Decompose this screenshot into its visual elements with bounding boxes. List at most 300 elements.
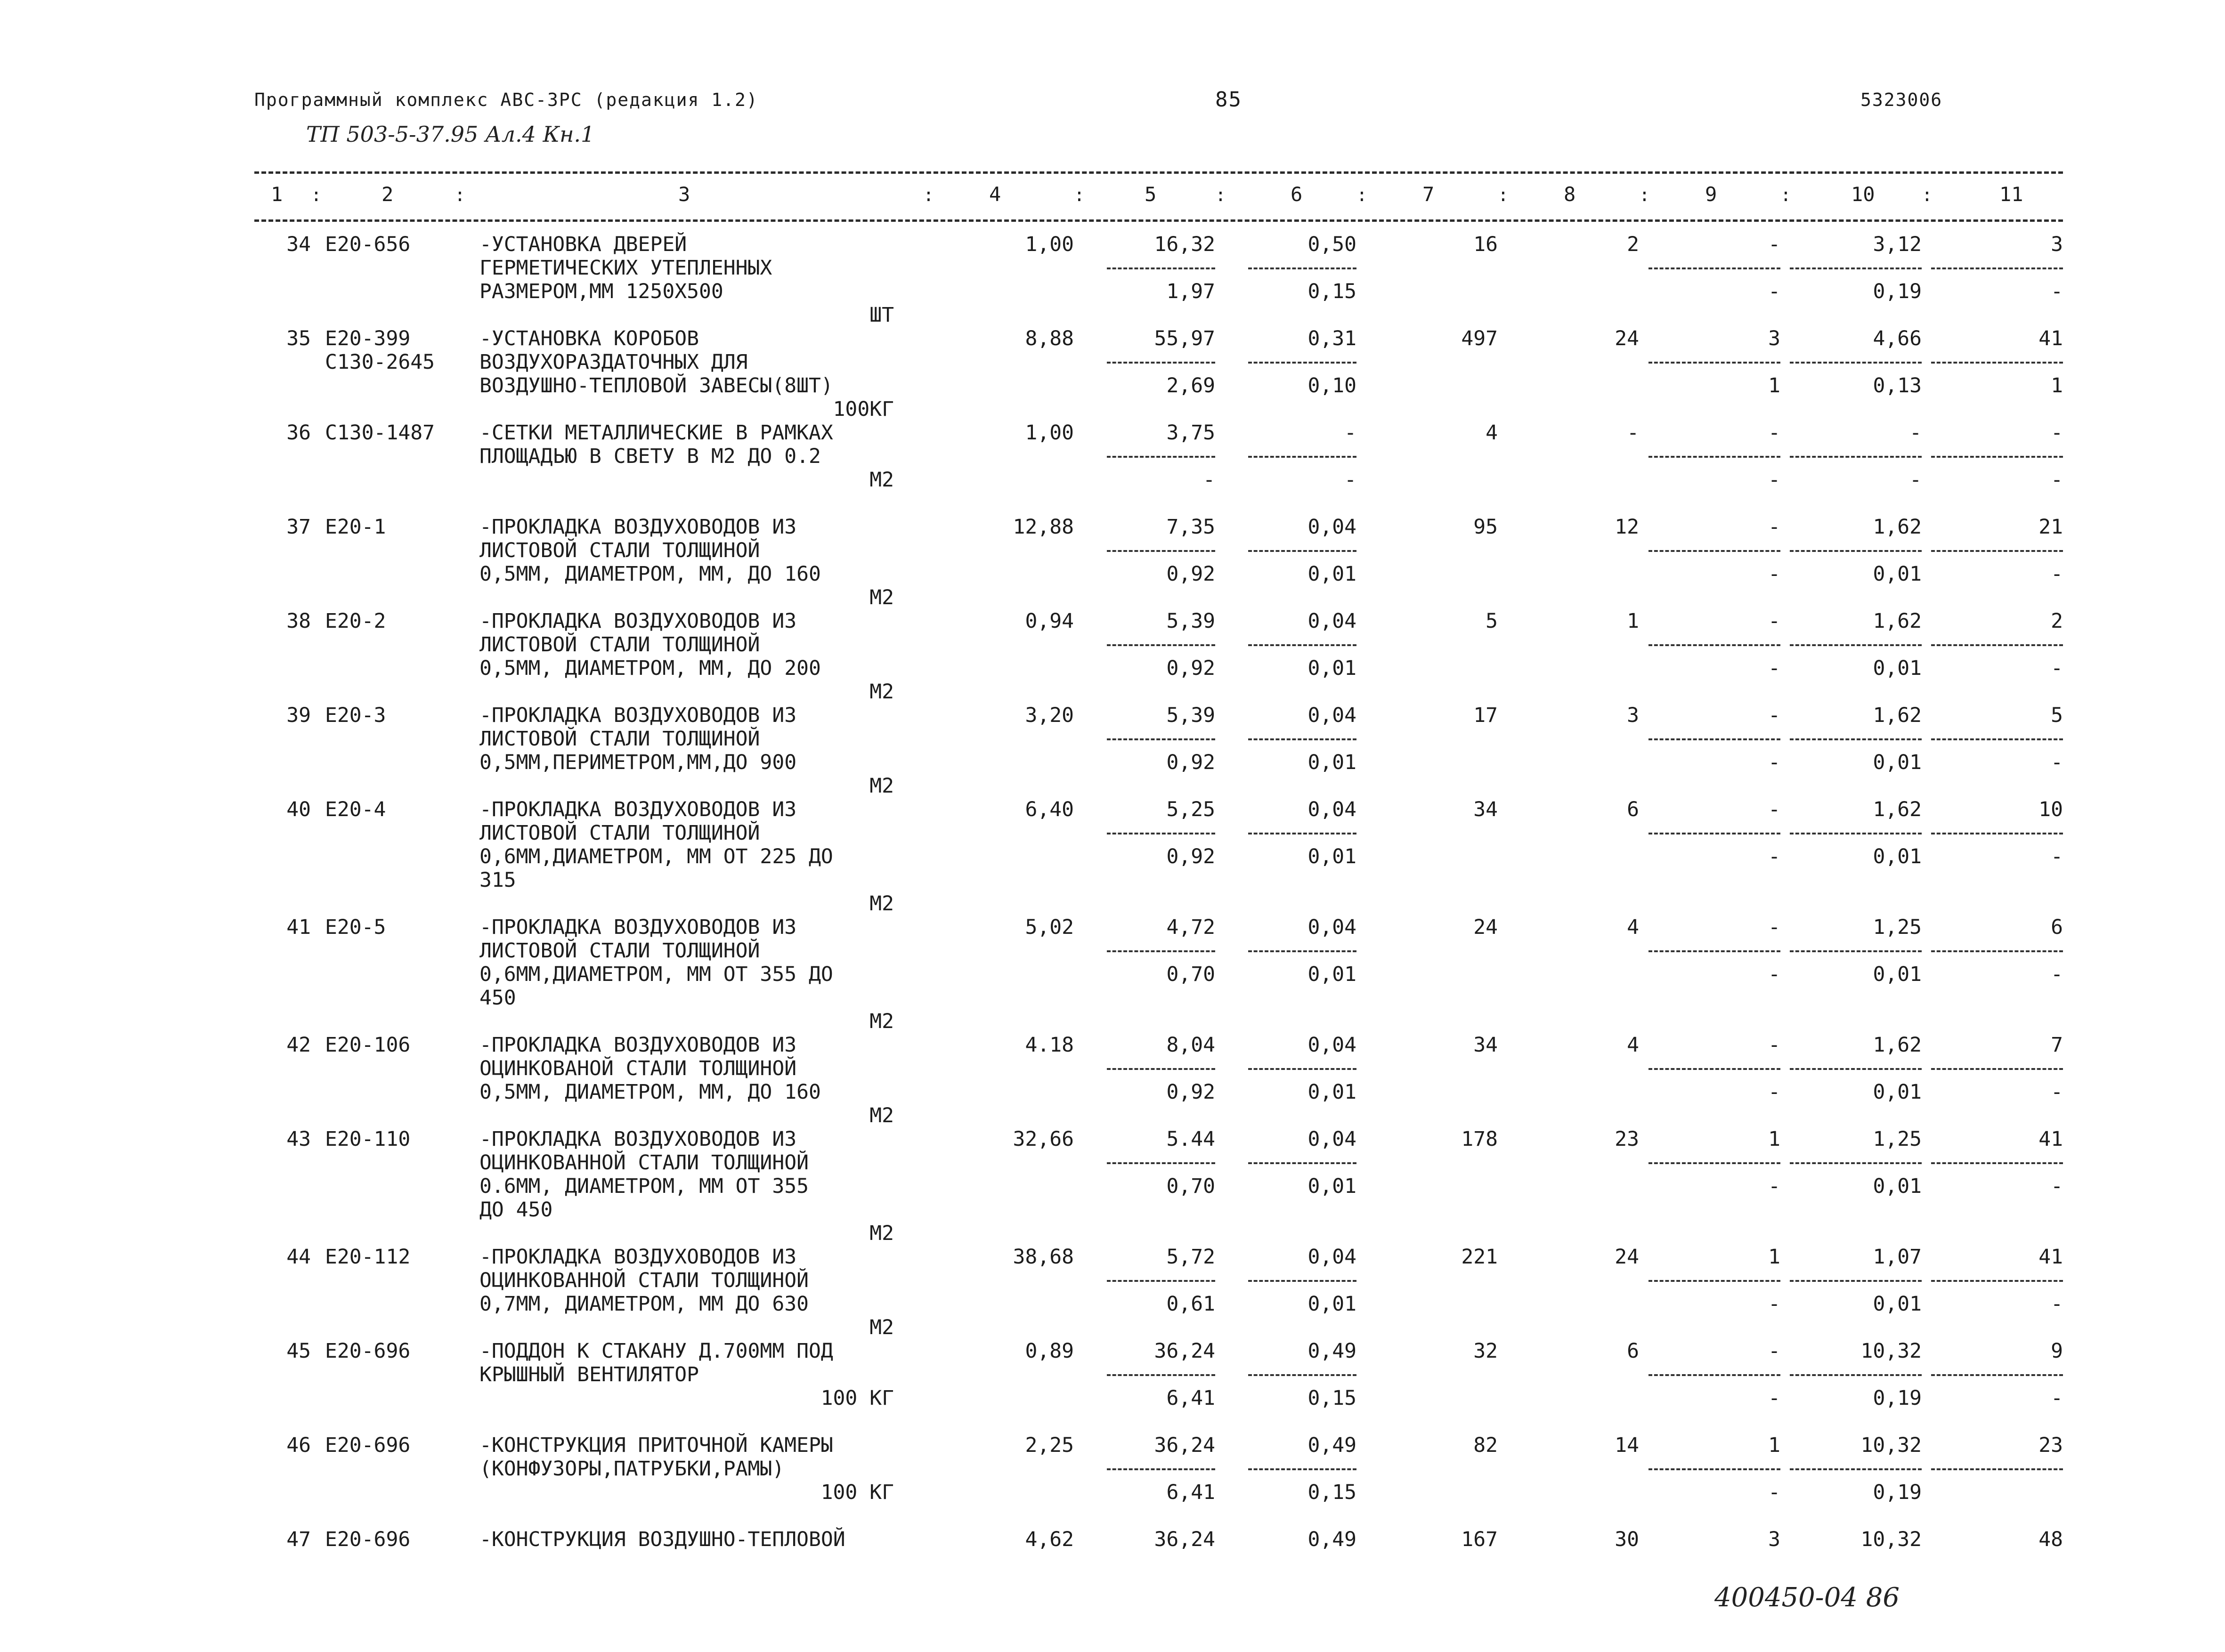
col8: 23 <box>1615 1127 1639 1151</box>
fraction-underline <box>1248 362 1356 364</box>
col8: 14 <box>1615 1433 1639 1457</box>
col10-top: 1,62 <box>1873 609 1922 633</box>
col10-top: 1,25 <box>1873 1127 1922 1151</box>
fraction-underline <box>1931 1280 2063 1282</box>
description-line: ВОЗДУХОРАЗДАТОЧНЫХ ДЛЯ <box>479 350 748 374</box>
description-line: -ПРОКЛАДКА ВОЗДУХОВОДОВ ИЗ <box>479 1127 797 1151</box>
row-number: 40 <box>286 798 311 821</box>
description-line: -УСТАНОВКА ДВЕРЕЙ <box>479 233 687 256</box>
col9-top: - <box>1768 1033 1780 1057</box>
col8: 1 <box>1627 609 1639 633</box>
col6-top: 0,04 <box>1307 915 1356 939</box>
col11-bottom: - <box>2051 656 2063 680</box>
col9-top: 1 <box>1768 1433 1780 1457</box>
column-separator: : <box>1780 185 1791 205</box>
col11-top: - <box>2051 421 2063 445</box>
col10-bottom: 0,01 <box>1873 562 1922 586</box>
column-header-9: 9 <box>1705 183 1717 206</box>
unit-of-measure: М2 <box>869 774 894 798</box>
col5-bottom: 0,70 <box>1166 963 1215 986</box>
col7: 32 <box>1473 1339 1498 1363</box>
fraction-underline <box>1648 267 1780 269</box>
unit-of-measure: М2 <box>869 586 894 609</box>
column-separator: : <box>1922 185 1933 205</box>
fraction-underline <box>1648 1280 1780 1282</box>
column-separator: : <box>1215 185 1226 205</box>
col8: 24 <box>1615 327 1639 350</box>
col9-top: - <box>1768 915 1780 939</box>
table-row <box>0 704 2225 798</box>
fraction-underline <box>1248 1162 1356 1164</box>
quantity: 3,20 <box>1025 704 1074 727</box>
description-line: ДО 450 <box>479 1198 553 1222</box>
description-line: 0,5ММ, ДИАМЕТРОМ, ММ, ДО 160 <box>479 562 821 586</box>
col7: 34 <box>1473 1033 1498 1057</box>
row-number: 44 <box>286 1245 311 1269</box>
col8: 30 <box>1615 1528 1639 1551</box>
quantity: 6,40 <box>1025 798 1074 821</box>
unit-of-measure: М2 <box>869 1222 894 1245</box>
work-description <box>479 1339 894 1410</box>
col5-bottom: 0,92 <box>1166 562 1215 586</box>
row-number: 47 <box>286 1528 311 1551</box>
col5-top: 55,97 <box>1154 327 1215 350</box>
col6-bottom: 0,01 <box>1307 1292 1356 1316</box>
description-line: 0,6ММ,ДИАМЕТРОМ, ММ ОТ 225 ДО <box>479 845 833 868</box>
col9-bottom: - <box>1768 1174 1780 1198</box>
fraction-underline <box>1107 644 1215 646</box>
col7: 24 <box>1473 915 1498 939</box>
work-description <box>479 798 894 915</box>
col10-top: 3,12 <box>1873 233 1922 256</box>
description-line: 450 <box>479 986 516 1010</box>
fraction-underline <box>1648 1374 1780 1376</box>
table-row <box>0 798 2225 915</box>
fraction-underline <box>1931 1068 2063 1070</box>
col11-bottom: - <box>2051 1386 2063 1410</box>
row-number: 35 <box>286 327 311 350</box>
rate-code: Е20-112 <box>325 1245 411 1269</box>
description-line: РАЗМЕРОМ,ММ 1250Х500 <box>479 280 723 303</box>
col7: 4 <box>1486 421 1498 445</box>
col5-top: 5,25 <box>1166 798 1215 821</box>
col8: - <box>1627 421 1639 445</box>
col10-bottom: 0,19 <box>1873 1481 1922 1504</box>
description-line: -ПРОКЛАДКА ВОЗДУХОВОДОВ ИЗ <box>479 515 797 539</box>
work-description <box>479 1127 894 1245</box>
col7: 167 <box>1461 1528 1498 1551</box>
col5-top: 5,39 <box>1166 704 1215 727</box>
col6-top: 0,04 <box>1307 1245 1356 1269</box>
description-line: 0,5ММ, ДИАМЕТРОМ, ММ, ДО 200 <box>479 656 821 680</box>
col11-bottom: 1 <box>2051 374 2063 397</box>
table-row <box>0 233 2225 327</box>
quantity: 38,68 <box>1013 1245 1074 1269</box>
col9-bottom: - <box>1768 468 1780 492</box>
quantity: 5,02 <box>1025 915 1074 939</box>
col7: 221 <box>1461 1245 1498 1269</box>
col10-top: 4,66 <box>1873 327 1922 350</box>
description-line: ЛИСТОВОЙ СТАЛИ ТОЛЩИНОЙ <box>479 633 760 656</box>
col9-top: 1 <box>1768 1127 1780 1151</box>
fraction-underline <box>1931 362 2063 364</box>
col11-top: 2 <box>2051 609 2063 633</box>
col9-bottom: - <box>1768 963 1780 986</box>
col9-bottom: - <box>1768 1386 1780 1410</box>
col6-bottom: 0,01 <box>1307 1080 1356 1104</box>
unit-of-measure: 100 КГ <box>820 1386 894 1410</box>
rate-code: Е20-399 <box>325 327 411 350</box>
description-line: ЛИСТОВОЙ СТАЛИ ТОЛЩИНОЙ <box>479 539 760 562</box>
col11-bottom: - <box>2051 963 2063 986</box>
col10-top: 10,32 <box>1860 1339 1922 1363</box>
col9-bottom: - <box>1768 1481 1780 1504</box>
header-rule-bottom <box>254 219 2063 222</box>
col5-top: 36,24 <box>1154 1433 1215 1457</box>
work-description <box>479 609 894 704</box>
footer-handwritten-note: 400450-04 86 <box>1714 1582 1900 1613</box>
fraction-underline <box>1648 738 1780 740</box>
header-rule-top <box>254 171 2063 174</box>
col11-bottom: - <box>2051 1292 2063 1316</box>
col9-bottom: - <box>1768 845 1780 868</box>
col9-bottom: - <box>1768 751 1780 774</box>
fraction-underline <box>1790 950 1922 952</box>
col11-bottom: - <box>2051 751 2063 774</box>
col5-top: 16,32 <box>1154 233 1215 256</box>
fraction-underline <box>1107 833 1215 834</box>
fraction-underline <box>1790 267 1922 269</box>
col5-top: 5,72 <box>1166 1245 1215 1269</box>
description-line: -ПОДДОН К СТАКАНУ Д.700ММ ПОД <box>479 1339 833 1363</box>
col8: 4 <box>1627 1033 1639 1057</box>
fraction-underline <box>1648 644 1780 646</box>
col8: 2 <box>1627 233 1639 256</box>
col10-top: 10,32 <box>1860 1528 1922 1551</box>
rate-code: Е20-5 <box>325 915 386 939</box>
col5-bottom: 0,70 <box>1166 1174 1215 1198</box>
quantity: 0,89 <box>1025 1339 1074 1363</box>
col10-top: 1,62 <box>1873 515 1922 539</box>
col11-bottom: - <box>2051 468 2063 492</box>
work-description <box>479 1033 894 1127</box>
col5-top: 7,35 <box>1166 515 1215 539</box>
col10-bottom: 0,13 <box>1873 374 1922 397</box>
column-separator: : <box>923 185 934 205</box>
column-header-4: 4 <box>989 183 1001 206</box>
fraction-underline <box>1648 1162 1780 1164</box>
quantity: 8,88 <box>1025 327 1074 350</box>
fraction-underline <box>1790 738 1922 740</box>
col11-top: 9 <box>2051 1339 2063 1363</box>
description-line: ОЦИНКОВАННОЙ СТАЛИ ТОЛЩИНОЙ <box>479 1269 809 1292</box>
column-header-10: 10 <box>1851 183 1875 206</box>
col6-bottom: 0,10 <box>1307 374 1356 397</box>
col11-top: 5 <box>2051 704 2063 727</box>
fraction-underline <box>1107 362 1215 364</box>
quantity: 4.18 <box>1025 1033 1074 1057</box>
work-description <box>479 327 894 421</box>
unit-of-measure: М2 <box>869 892 894 915</box>
col10-top: - <box>1909 421 1922 445</box>
col9-top: - <box>1768 798 1780 821</box>
description-line: -КОНСТРУКЦИЯ ПРИТОЧНОЙ КАМЕРЫ <box>479 1433 833 1457</box>
fraction-underline <box>1790 1068 1922 1070</box>
col5-top: 36,24 <box>1154 1528 1215 1551</box>
column-header-6: 6 <box>1291 183 1303 206</box>
fraction-underline <box>1248 644 1356 646</box>
unit-of-measure: М2 <box>869 680 894 704</box>
quantity: 32,66 <box>1013 1127 1074 1151</box>
col6-top: 0,04 <box>1307 609 1356 633</box>
handwritten-reference: ТП 503-5-37.95 Ал.4 Кн.1 <box>306 121 595 147</box>
col11-bottom: - <box>2051 845 2063 868</box>
fraction-underline <box>1248 738 1356 740</box>
column-separator: : <box>1356 185 1367 205</box>
description-line: КРЫШНЫЙ ВЕНТИЛЯТОР <box>479 1363 699 1386</box>
fraction-underline <box>1931 456 2063 458</box>
col5-top: 5,39 <box>1166 609 1215 633</box>
row-number: 36 <box>286 421 311 445</box>
fraction-underline <box>1648 362 1780 364</box>
col6-bottom: 0,15 <box>1307 280 1356 303</box>
row-number: 46 <box>286 1433 311 1457</box>
row-number: 38 <box>286 609 311 633</box>
col11-top: 41 <box>2038 1127 2063 1151</box>
unit-of-measure: М2 <box>869 1104 894 1127</box>
col6-bottom: 0,01 <box>1307 963 1356 986</box>
work-description <box>479 915 894 1033</box>
fraction-underline <box>1648 1468 1780 1470</box>
description-line: -ПРОКЛАДКА ВОЗДУХОВОДОВ ИЗ <box>479 704 797 727</box>
col5-bottom: 6,41 <box>1166 1481 1215 1504</box>
quantity: 0,94 <box>1025 609 1074 633</box>
fraction-underline <box>1107 1468 1215 1470</box>
col7: 17 <box>1473 704 1498 727</box>
fraction-underline <box>1790 550 1922 552</box>
column-header-2: 2 <box>382 183 394 206</box>
col7: 82 <box>1473 1433 1498 1457</box>
fraction-underline <box>1790 644 1922 646</box>
row-number: 45 <box>286 1339 311 1363</box>
col6-bottom: 0,15 <box>1307 1386 1356 1410</box>
col10-bottom: 0,01 <box>1873 1080 1922 1104</box>
column-separator: : <box>1639 185 1650 205</box>
fraction-underline <box>1931 738 2063 740</box>
col6-bottom: 0,15 <box>1307 1481 1356 1504</box>
col7: 95 <box>1473 515 1498 539</box>
col5-top: 8,04 <box>1166 1033 1215 1057</box>
fraction-underline <box>1107 1162 1215 1164</box>
col9-bottom: - <box>1768 1080 1780 1104</box>
fraction-underline <box>1107 550 1215 552</box>
col5-bottom: 2,69 <box>1166 374 1215 397</box>
rate-code: Е20-3 <box>325 704 386 727</box>
fraction-underline <box>1648 833 1780 834</box>
description-line: -ПРОКЛАДКА ВОЗДУХОВОДОВ ИЗ <box>479 798 797 821</box>
row-number: 42 <box>286 1033 311 1057</box>
description-line: -ПРОКЛАДКА ВОЗДУХОВОДОВ ИЗ <box>479 1033 797 1057</box>
col6-top: 0,50 <box>1307 233 1356 256</box>
quantity: 1,00 <box>1025 421 1074 445</box>
col9-bottom: 1 <box>1768 374 1780 397</box>
col5-bottom: 0,92 <box>1166 1080 1215 1104</box>
document-code: 5323006 <box>1860 89 1943 110</box>
col5-top: 3,75 <box>1166 421 1215 445</box>
col11-top: 41 <box>2038 1245 2063 1269</box>
col10-bottom: 0,01 <box>1873 845 1922 868</box>
fraction-underline <box>1248 550 1356 552</box>
description-line: ЛИСТОВОЙ СТАЛИ ТОЛЩИНОЙ <box>479 821 760 845</box>
col9-top: 1 <box>1768 1245 1780 1269</box>
table-row <box>0 327 2225 421</box>
work-description <box>479 233 894 327</box>
table-row <box>0 421 2225 515</box>
fraction-underline <box>1248 1374 1356 1376</box>
fraction-underline <box>1790 1468 1922 1470</box>
fraction-underline <box>1790 1162 1922 1164</box>
table-row <box>0 915 2225 1033</box>
col8: 24 <box>1615 1245 1639 1269</box>
col6-top: 0,04 <box>1307 798 1356 821</box>
col9-bottom: - <box>1768 656 1780 680</box>
description-line: ПЛОЩАДЬЮ В СВЕТУ В М2 ДО 0.2 <box>479 445 821 468</box>
work-description <box>479 704 894 798</box>
fraction-underline <box>1931 1374 2063 1376</box>
col5-bottom: 0,92 <box>1166 751 1215 774</box>
column-header-8: 8 <box>1564 183 1576 206</box>
fraction-underline <box>1790 833 1922 834</box>
fraction-underline <box>1931 644 2063 646</box>
col10-bottom: 0,19 <box>1873 280 1922 303</box>
col9-bottom: - <box>1768 1292 1780 1316</box>
col10-bottom: 0,01 <box>1873 1292 1922 1316</box>
row-number: 37 <box>286 515 311 539</box>
description-line: ВОЗДУШНО-ТЕПЛОВОЙ ЗАВЕСЫ(8ШТ) <box>479 374 833 397</box>
col9-top: - <box>1768 233 1780 256</box>
fraction-underline <box>1931 267 2063 269</box>
col6-bottom: 0,01 <box>1307 751 1356 774</box>
col10-top: 1,62 <box>1873 1033 1922 1057</box>
column-separator: : <box>1498 185 1509 205</box>
work-description <box>479 421 894 492</box>
col10-top: 1,25 <box>1873 915 1922 939</box>
col11-top: 7 <box>2051 1033 2063 1057</box>
col11-top: 21 <box>2038 515 2063 539</box>
col5-bottom: 0,61 <box>1166 1292 1215 1316</box>
col7: 34 <box>1473 798 1498 821</box>
rate-code: Е20-106 <box>325 1033 411 1057</box>
col8: 6 <box>1627 798 1639 821</box>
fraction-underline <box>1107 1280 1215 1282</box>
unit-of-measure: М2 <box>869 1010 894 1033</box>
row-number: 34 <box>286 233 311 256</box>
fraction-underline <box>1790 1280 1922 1282</box>
col9-bottom: - <box>1768 562 1780 586</box>
col6-bottom: 0,01 <box>1307 1174 1356 1198</box>
description-line: -ПРОКЛАДКА ВОЗДУХОВОДОВ ИЗ <box>479 1245 797 1269</box>
fraction-underline <box>1931 1468 2063 1470</box>
col11-top: 10 <box>2038 798 2063 821</box>
fraction-underline <box>1248 456 1356 458</box>
rate-code: Е20-696 <box>325 1433 411 1457</box>
unit-of-measure: ШТ <box>869 303 894 327</box>
table-row <box>0 609 2225 704</box>
fraction-underline <box>1648 456 1780 458</box>
col8: 12 <box>1615 515 1639 539</box>
col9-top: - <box>1768 421 1780 445</box>
rate-code: Е20-1 <box>325 515 386 539</box>
quantity: 2,25 <box>1025 1433 1074 1457</box>
fraction-underline <box>1790 362 1922 364</box>
fraction-underline <box>1107 1068 1215 1070</box>
col9-top: - <box>1768 515 1780 539</box>
column-header-5: 5 <box>1145 183 1157 206</box>
description-line: ОЦИНКОВАННОЙ СТАЛИ ТОЛЩИНОЙ <box>479 1151 809 1174</box>
resource-code: С130-2645 <box>325 350 435 374</box>
col6-top: 0,49 <box>1307 1528 1356 1551</box>
col8: 6 <box>1627 1339 1639 1363</box>
col8: 3 <box>1627 704 1639 727</box>
col11-top: 41 <box>2038 327 2063 350</box>
col11-bottom: - <box>2051 1174 2063 1198</box>
table-row <box>0 1339 2225 1433</box>
unit-of-measure: 100 КГ <box>820 1481 894 1504</box>
column-header-3: 3 <box>678 183 690 206</box>
fraction-underline <box>1648 950 1780 952</box>
col5-top: 36,24 <box>1154 1339 1215 1363</box>
col10-top: 10,32 <box>1860 1433 1922 1457</box>
column-separator: : <box>1074 185 1085 205</box>
col6-bottom: 0,01 <box>1307 656 1356 680</box>
fraction-underline <box>1248 950 1356 952</box>
fraction-underline <box>1248 1468 1356 1470</box>
fraction-underline <box>1790 456 1922 458</box>
rate-code: Е20-696 <box>325 1339 411 1363</box>
col11-top: 6 <box>2051 915 2063 939</box>
description-line: 0.6ММ, ДИАМЕТРОМ, ММ ОТ 355 <box>479 1174 809 1198</box>
description-line: -УСТАНОВКА КОРОБОВ <box>479 327 699 350</box>
col8: 4 <box>1627 915 1639 939</box>
fraction-underline <box>1931 1162 2063 1164</box>
col6-top: - <box>1344 421 1356 445</box>
col10-top: 1,62 <box>1873 798 1922 821</box>
col11-bottom: - <box>2051 280 2063 303</box>
rate-code: Е20-656 <box>325 233 411 256</box>
col7: 16 <box>1473 233 1498 256</box>
fraction-underline <box>1107 456 1215 458</box>
col5-bottom: - <box>1203 468 1215 492</box>
rate-code: С130-1487 <box>325 421 435 445</box>
col7: 5 <box>1486 609 1498 633</box>
fraction-underline <box>1107 267 1215 269</box>
quantity: 1,00 <box>1025 233 1074 256</box>
rate-code: Е20-2 <box>325 609 386 633</box>
fraction-underline <box>1248 833 1356 834</box>
program-title: Программный комплекс АВС-ЗРС (редакция 1.2) <box>254 89 758 110</box>
col9-bottom: - <box>1768 280 1780 303</box>
col6-bottom: 0,01 <box>1307 562 1356 586</box>
col6-top: 0,31 <box>1307 327 1356 350</box>
description-line: 0,5ММ,ПЕРИМЕТРОМ,ММ,ДО 900 <box>479 751 797 774</box>
description-line: (КОНФУЗОРЫ,ПАТРУБКИ,РАМЫ) <box>479 1457 785 1481</box>
row-number: 43 <box>286 1127 311 1151</box>
fraction-underline <box>1248 1068 1356 1070</box>
col10-bottom: 0,19 <box>1873 1386 1922 1410</box>
table-row <box>0 1033 2225 1127</box>
fraction-underline <box>1248 1280 1356 1282</box>
fraction-underline <box>1790 1374 1922 1376</box>
